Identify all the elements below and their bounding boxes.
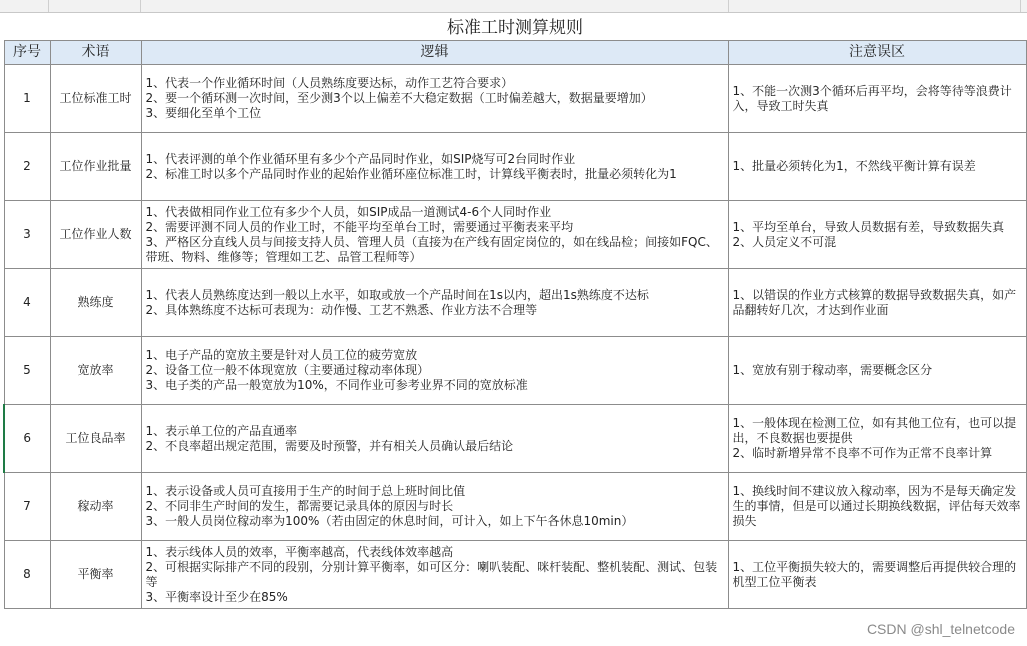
cell-no[interactable]: 7 [4, 473, 50, 541]
header-term[interactable]: 术语 [50, 41, 141, 65]
table-row [4, 65, 1026, 133]
cell-term[interactable]: 宽放率 [50, 337, 141, 405]
cell-note[interactable] [728, 541, 1026, 609]
cell-note[interactable] [728, 337, 1026, 405]
note-line: 2、临时新增异常不良率不可作为正常不良率计算 [732, 446, 993, 460]
note-line: 1、批量必须转化为1，不然线平衡计算有误差 [732, 159, 976, 173]
cell-logic[interactable] [141, 269, 728, 337]
note-line: 1、宽放有别于稼动率，需要概念区分 [732, 363, 933, 377]
logic-line: 3、严格区分直线人员与间接支持人员、管理人员（直接为在产线有固定岗位的，如在线品检；间接如FQC、带班、物料、维修等；管理如工艺、品管工程师等） [145, 234, 718, 264]
table-row [4, 473, 1026, 541]
cell-term[interactable]: 熟练度 [50, 269, 141, 337]
cell-logic[interactable] [141, 473, 728, 541]
cell-logic[interactable] [141, 337, 728, 405]
cell-term[interactable]: 工位作业人数 [50, 201, 141, 269]
logic-line: 1、代表评测的单个作业循环里有多少个产品同时作业，如SIP烧写可2台同时作业 [145, 151, 576, 166]
logic-line: 1、表示单工位的产品直通率 [145, 423, 298, 438]
logic-line: 2、要一个循环测一次时间，至少测3个以上偏差不大稳定数据（工时偏差越大，数据量要增加） [145, 91, 653, 105]
note-line: 1、不能一次测3个循环后再平均，会将等待等浪费计入，导致工时失真 [732, 83, 1012, 113]
standard-time-rules-table [3, 16, 1027, 609]
logic-line: 2、设备工位一般不体现宽放（主要通过稼动率体现） [145, 363, 430, 377]
note-line: 1、换线时间不建议放入稼动率，因为不是每天确定发生的事情，但是可以通过长期换线数据，评估每天效率损失 [732, 484, 1021, 528]
logic-line: 2、可根据实际排产不同的段别，分别计算平衡率，如可区分：喇叭装配、咪杆装配、整机装配、测试、包装等 [145, 559, 718, 589]
note-line: 1、一般体现在检测工位，如有其他工位有，也可以提出，不良数据也要提供 [732, 416, 1017, 445]
spreadsheet-top-strip [0, 0, 1027, 13]
cell-term[interactable]: 稼动率 [50, 473, 141, 541]
cell-logic[interactable] [141, 541, 728, 609]
logic-line: 3、平衡率设计至少在85% [145, 589, 288, 604]
logic-line: 2、不良率超出规定范围，需要及时预警，并有相关人员确认最后结论 [145, 438, 514, 453]
cell-no[interactable]: 3 [4, 201, 50, 269]
logic-line: 2、不同非生产时间的发生，都需要记录具体的原因与时长 [145, 499, 454, 513]
cell-term[interactable]: 工位标准工时 [50, 65, 141, 133]
cell-no[interactable]: 8 [4, 541, 50, 609]
logic-line: 3、要细化至单个工位 [145, 106, 262, 120]
logic-line: 3、电子类的产品一般宽放为10%，不同作业可参考业界不同的宽放标准 [145, 378, 528, 392]
table-row [4, 541, 1026, 609]
note-line: 2、人员定义不可混 [732, 234, 837, 249]
cell-logic[interactable] [141, 405, 728, 473]
logic-line: 2、需要评测不同人员的作业工时，不能平均至单台工时，需要通过平衡表来平均 [145, 219, 574, 234]
table-row [4, 269, 1026, 337]
logic-line: 1、表示设备或人员可直接用于生产的时间于总上班时间比值 [145, 484, 466, 498]
logic-line: 1、表示线体人员的效率，平衡率越高，代表线体效率越高 [145, 544, 454, 559]
header-no[interactable]: 序号 [4, 41, 50, 65]
cell-term[interactable]: 工位作业批量 [50, 133, 141, 201]
logic-line: 1、电子产品的宽放主要是针对人员工位的疲劳宽放 [145, 348, 418, 362]
cell-no[interactable]: 6 [4, 405, 50, 473]
table-row [4, 405, 1026, 473]
cell-note[interactable] [728, 405, 1026, 473]
logic-line: 2、标准工时以多个产品同时作业的起始作业循环座位标准工时，计算线平衡表时，批量必须转化为1 [145, 166, 677, 181]
cell-term[interactable]: 平衡率 [50, 541, 141, 609]
table-row [4, 337, 1026, 405]
cell-logic[interactable] [141, 65, 728, 133]
table-row [4, 201, 1026, 269]
cell-note[interactable] [728, 133, 1026, 201]
table-row [4, 133, 1026, 201]
watermark: CSDN @shl_telnetcode [866, 621, 1015, 637]
note-line: 1、以错误的作业方式核算的数据导致数据失真，如产品翻转好几次，才达到作业面 [732, 287, 1017, 317]
cell-logic[interactable] [141, 201, 728, 269]
note-line: 1、平均至单台，导致人员数据有差，导致数据失真 [732, 219, 1005, 234]
header-note[interactable]: 注意误区 [728, 41, 1026, 65]
cell-no[interactable]: 2 [4, 133, 50, 201]
cell-no[interactable]: 4 [4, 269, 50, 337]
logic-line: 1、代表一个作业循环时间（人员熟练度要达标，动作工艺符合要求） [145, 76, 514, 90]
logic-line: 2、具体熟练度不达标可表现为：动作慢、工艺不熟悉、作业方法不合理等 [145, 302, 538, 317]
cell-logic[interactable] [141, 133, 728, 201]
header-logic[interactable]: 逻辑 [141, 41, 728, 65]
cell-note[interactable] [728, 65, 1026, 133]
logic-line: 1、代表人员熟练度达到一般以上水平，如取或放一个产品时间在1s以内，超出1s熟练度不达标 [145, 287, 649, 302]
cell-note[interactable] [728, 201, 1026, 269]
header-row [4, 41, 1026, 65]
cell-no[interactable]: 1 [4, 65, 50, 133]
logic-line: 1、代表做相同作业工位有多少个人员，如SIP成品一道测试4-6个人同时作业 [145, 204, 552, 219]
cell-note[interactable] [728, 269, 1026, 337]
note-line: 1、工位平衡损失较大的，需要调整后再提供较合理的机型工位平衡表 [732, 559, 1017, 589]
logic-line: 3、一般人员岗位稼动率为100%（若由固定的休息时间，可计入，如上下午各休息10min） [145, 514, 634, 528]
cell-term[interactable]: 工位良品率 [50, 405, 141, 473]
cell-note[interactable] [728, 473, 1026, 541]
cell-no[interactable]: 5 [4, 337, 50, 405]
sheet-title: 标准工时测算规则 [4, 16, 1026, 41]
